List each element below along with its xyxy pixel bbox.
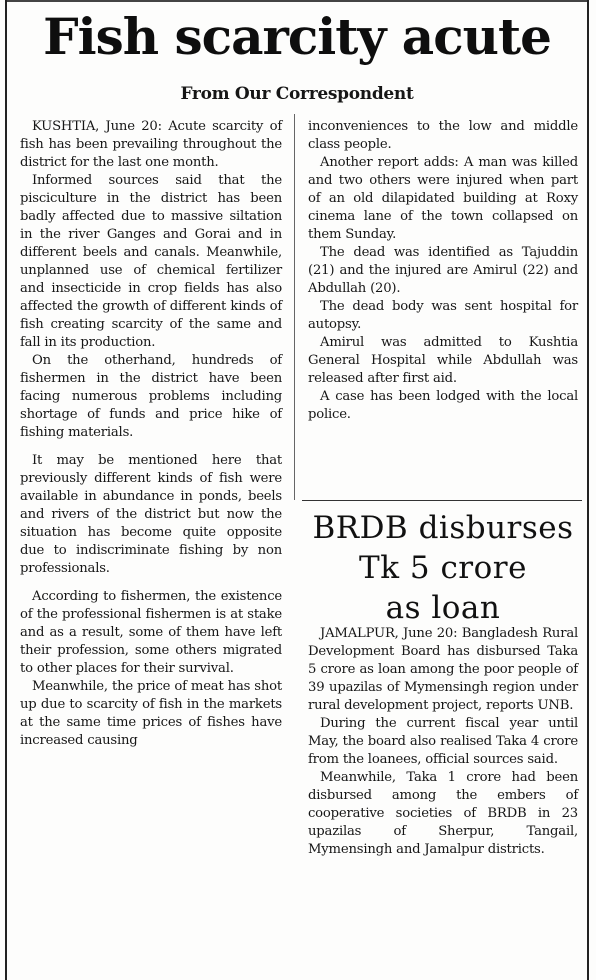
- article-separator: [302, 500, 582, 501]
- headline-line: Tk 5 crore: [359, 550, 527, 586]
- paragraph: KUSHTIA, June 20: Acute scarcity of fish has been prevailing throughout the district for the last one month.: [20, 119, 282, 170]
- second-article-body: [308, 625, 578, 859]
- paragraph: During the current fiscal year until May, the board also realised Taka 4 crore from the loanees, official sources said.: [308, 716, 578, 767]
- paragraph: Another report adds: A man was killed and two others were injured when part of an old dilapidated building at Roxy cinema lane of the town collapsed on them Sunday.: [308, 155, 578, 242]
- headline-line: BRDB disburses: [312, 510, 574, 546]
- paragraph: A case has been lodged with the local police.: [308, 389, 578, 422]
- paragraph: It may be mentioned here that previously different kinds of fish were available in abundance in ponds, beels and rivers of the district but now the situation has become quite opposite due to indiscriminate fishing by non professionals.: [20, 453, 282, 576]
- frame-border-left: [5, 0, 7, 980]
- headline-line: as loan: [385, 590, 501, 626]
- paragraph: The dead was identified as Tajuddin (21) and the injured are Amirul (22) and Abdullah (20).: [308, 245, 578, 296]
- paragraph: Meanwhile, the price of meat has shot up due to scarcity of fish in the markets at the same time prices of fishes have increased causing: [20, 679, 282, 748]
- paragraph: JAMALPUR, June 20: Bangladesh Rural Development Board has disbursed Taka 5 crore as loan among the poor people of 39 upazilas of Mymensingh region under rural development project, reports UNB.: [308, 626, 578, 713]
- frame-border-top: [5, 0, 589, 2]
- paragraph: Meanwhile, Taka 1 crore had been disbursed among the embers of cooperative societies of BRDB in 23 upazilas of Sherpur, Tangail, Mymensingh and Jamalpur districts.: [308, 770, 578, 857]
- second-article-headline: [302, 508, 584, 628]
- paragraph: inconveniences to the low and middle class people.: [308, 119, 578, 152]
- paragraph: Amirul was admitted to Kushtia General Hospital while Abdullah was released after first aid.: [308, 335, 578, 386]
- paragraph: The dead body was sent hospital for autopsy.: [308, 299, 578, 332]
- article-byline: From Our Correspondent: [180, 84, 414, 104]
- column-divider: [294, 114, 295, 500]
- frame-border-right: [587, 0, 589, 980]
- paragraph: Informed sources said that the pisciculture in the district has been badly affected due to massive siltation in the river Ganges and Gorai and in different beels and canals. Meanwhile, unplanned use of chemical fertilizer and insecticide in crop fields has also affected the growth of different kinds of fish creating scarcity of the same and fall in its production.: [20, 173, 282, 350]
- paragraph: On the otherhand, hundreds of fishermen in the district have been facing numerous problems including shortage of funds and price hike of fishing materials.: [20, 353, 282, 440]
- article-headline: Fish scarcity acute: [43, 7, 551, 66]
- right-column: [308, 118, 578, 424]
- left-column: [20, 118, 282, 750]
- paragraph: According to fishermen, the existence of the professional fishermen is at stake and as a result, some of them have left their profession, some others migrated to other places for their survival.: [20, 589, 282, 676]
